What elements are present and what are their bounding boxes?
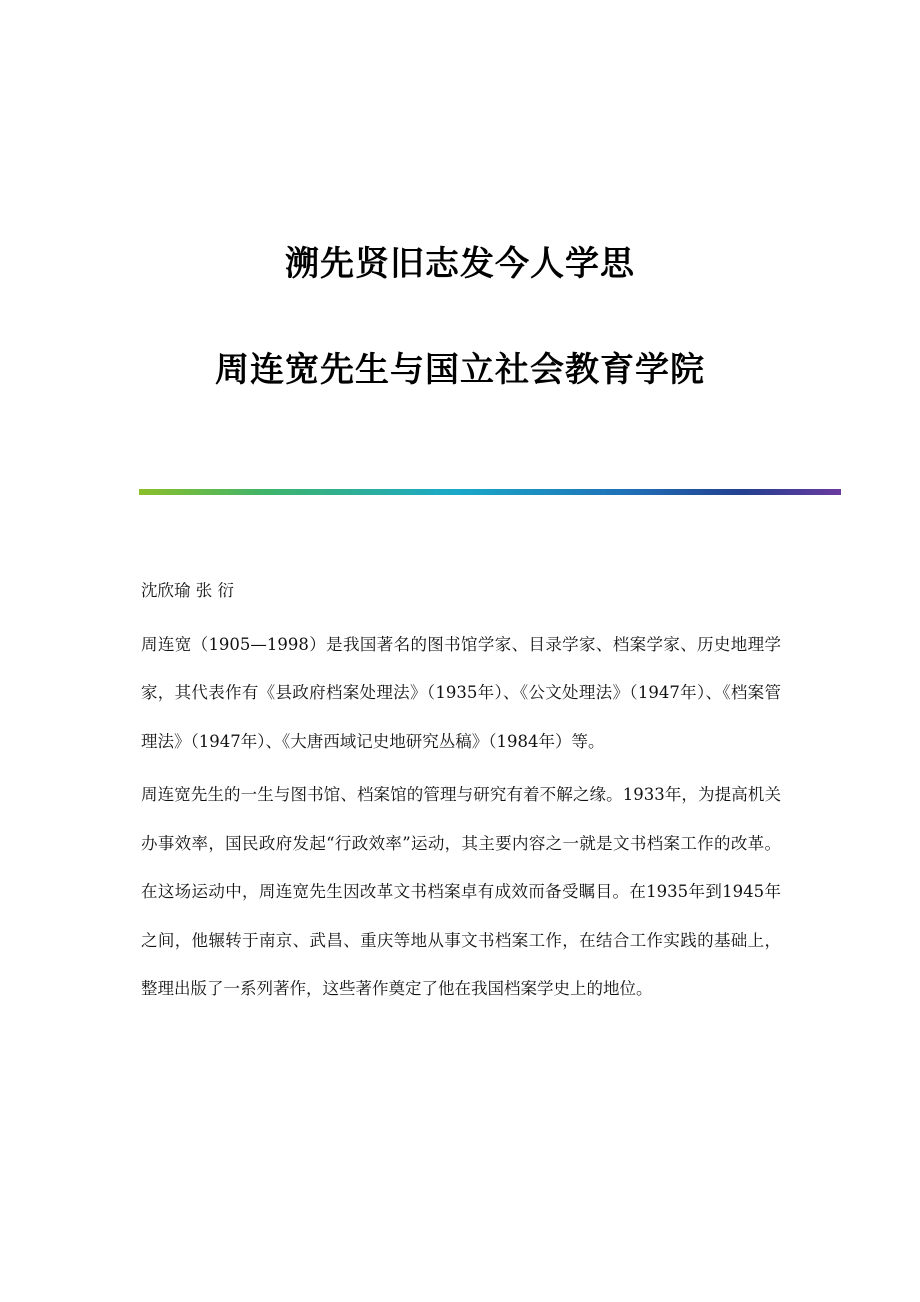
paragraph-1: 周连宽（1905—1998）是我国著名的图书馆学家、目录学家、档案学家、历史地理学家，其代表作有《县政府档案处理法》（1935年）、《公文处理法》（1947年）、《档案管理法》（1947年）、《大唐西域记史地研究丛稿》（1984年）等。 [141, 634, 781, 751]
paragraph-2: 周连宽先生的一生与图书馆、档案馆的管理与研究有着不解之缘。1933年，为提高机关办事效率，国民政府发起“行政效率”运动，其主要内容之一就是文书档案工作的改革。在这场运动中，周连宽先生因改革文书档案卓有成效而备受瞩目。在1935年到1945年之间，他辗转于南京、武昌、重庆等地从事文书档案工作，在结合工作实践的基础上，整理出版了一系列著作，这些著作奠定了他在我国档案学史上的地位。 [141, 785, 781, 998]
article-body [141, 567, 781, 1019]
title-line-2: 周连宽先生与国立社会教育学院 [215, 349, 705, 390]
title-line-1: 溯先贤旧志发今人学思 [285, 243, 635, 284]
gradient-divider [139, 489, 841, 495]
authors: 沈欣瑜 张 衍 [141, 581, 234, 600]
